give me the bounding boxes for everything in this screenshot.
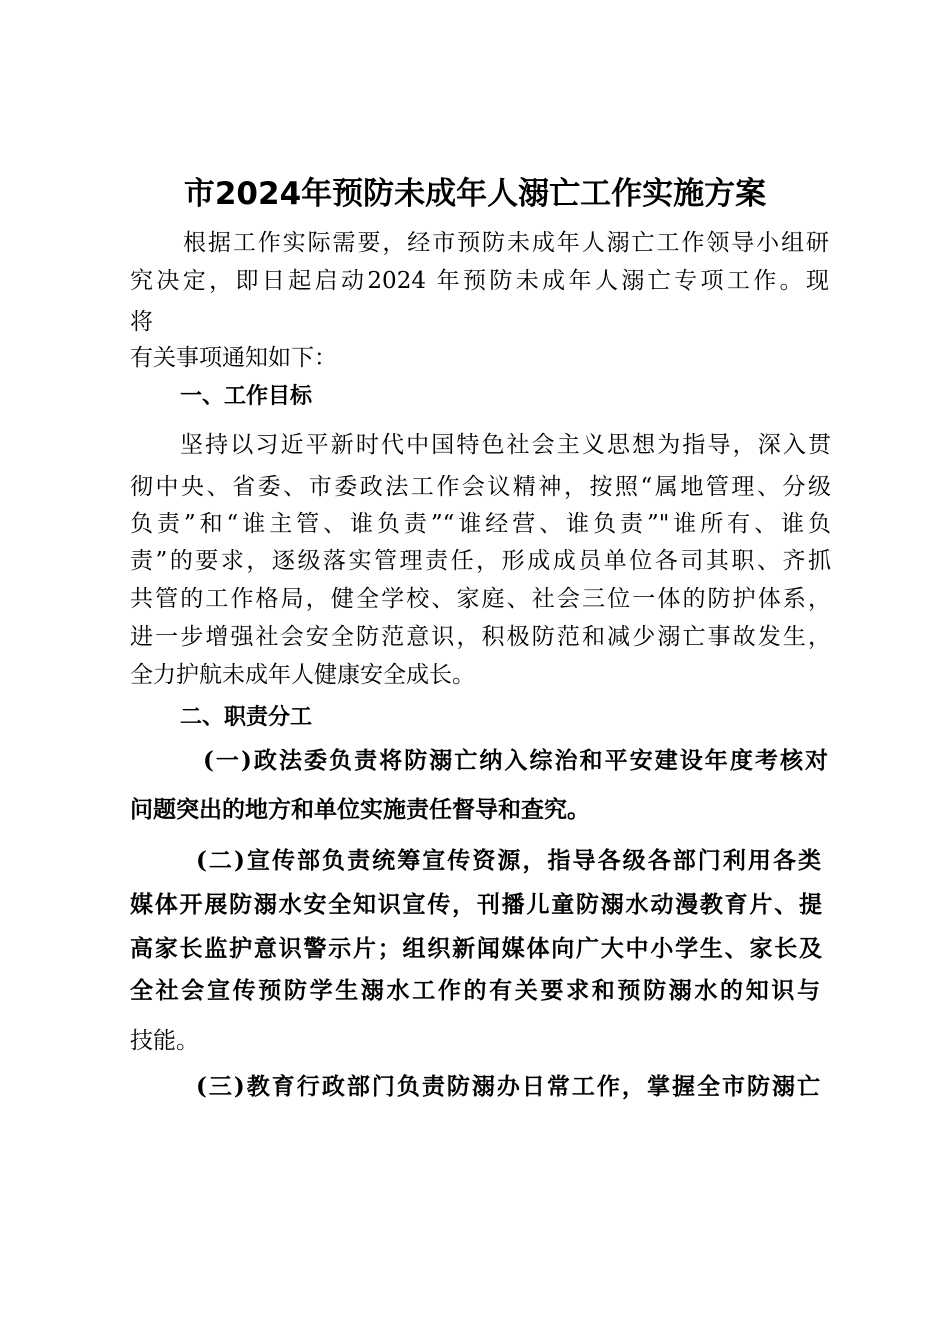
section-heading-goals: 一、工作目标: [180, 384, 313, 409]
goals-line-2: 彻中央、省委、市委政法工作会议精神，按照“属地管理、分级: [130, 474, 831, 500]
duty-2-line-5: 技能。: [130, 1028, 199, 1054]
goals-line-5: 共管的工作格局，健全学校、家庭、社会三位一体的防护体系，: [130, 586, 831, 612]
goals-line-3: 负责”和“谁主管、谁负责”“谁经营、谁负责”"谁所有、谁负: [130, 511, 831, 537]
duty-2-line-1: (二)宣传部负责统筹宣传资源，指导各级各部门利用各类: [196, 847, 821, 874]
document-title: 市2024年预防未成年人溺亡工作实施方案: [183, 176, 767, 212]
goals-line-1: 坚持以习近平新时代中国特色社会主义思想为指导，深入贯: [180, 432, 831, 458]
duty-2-line-2: 媒体开展防溺水安全知识宣传，刊播儿童防溺水动漫教育片、提: [130, 891, 822, 918]
goals-line-6: 进一步增强社会安全防范意识，积极防范和减少溺亡事故发生，: [130, 624, 831, 650]
duty-1-line-1: (一)政法委负责将防溺亡纳入综治和平安建设年度考核对: [203, 747, 828, 774]
intro-line-2: 究决定，即日起启动2024 年预防未成年人溺亡专项工作。现: [130, 268, 829, 294]
duty-3-line-1: (三)教育行政部门负责防溺办日常工作，掌握全市防溺亡: [196, 1073, 820, 1100]
goals-line-4: 责”的要求，逐级落实管理责任，形成成员单位各司其职、齐抓: [130, 548, 831, 574]
intro-line-1: 根据工作实际需要，经市预防未成年人溺亡工作领导小组研: [183, 230, 829, 256]
section-heading-duties: 二、职责分工: [180, 705, 313, 730]
duty-1-line-2: 问题突出的地方和单位实施责任督导和查究。: [130, 796, 590, 823]
intro-line-3: 将: [130, 309, 153, 335]
duty-2-line-4: 全社会宣传预防学生溺水工作的有关要求和预防溺水的知识与: [130, 977, 820, 1004]
intro-line-4: 有关事项通知如下：: [130, 345, 337, 371]
duty-2-line-3: 高家长监护意识警示片；组织新闻媒体向广大中小学生、家长及: [130, 935, 822, 962]
goals-line-7: 全力护航未成年人健康安全成长。: [130, 662, 475, 688]
